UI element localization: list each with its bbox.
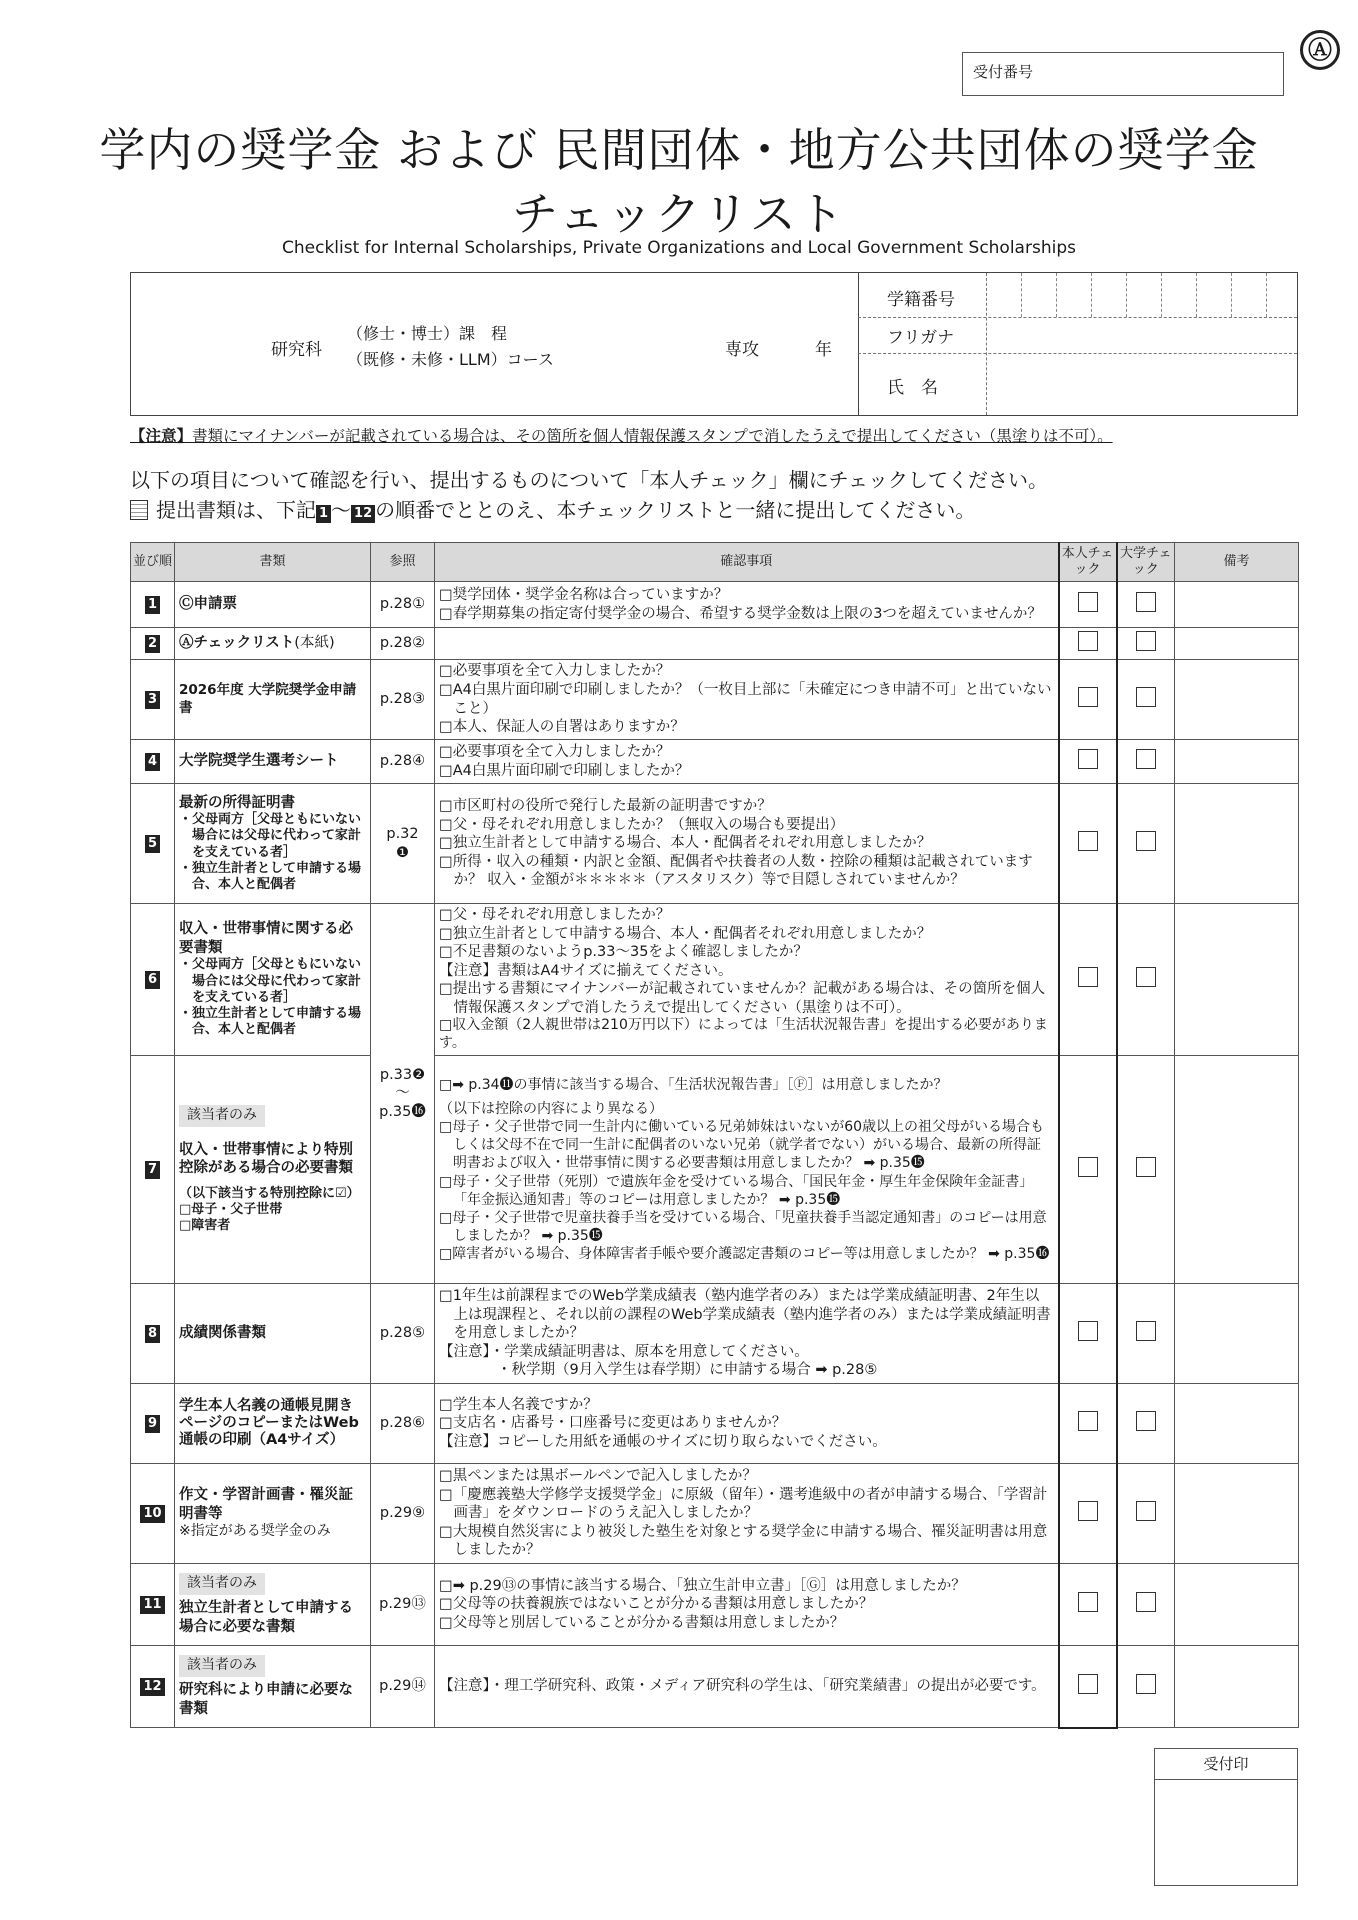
self-check-box[interactable] — [1078, 749, 1098, 769]
header-document: 書類 — [175, 543, 371, 582]
instruction-line2: 提出書類は、下記 1 ～ 12 の順番でととのえ、本チェックリストと一緒に提出してください。 — [130, 494, 975, 523]
year-label: 年 — [815, 340, 832, 360]
self-check-box[interactable] — [1078, 967, 1098, 987]
student-id-label: 学籍番号 — [887, 290, 955, 310]
checklist-table — [130, 542, 1299, 1729]
program-line2: （既修・未修・LLM）コース — [347, 350, 554, 369]
table-row: 5 最新の所得証明書 ・父母両方［父母ともにいない場合には父母に代わって家計を支えている者］ ・独立生計者として申請する場合、本人と配偶者 p.32 ❶ □市区町村の役所で発行した最新の証明書ですか？ □父・母それぞれ用意しましたか？（無収入の場合も要提出） □独立生計者として申請する場合、本人・配偶者それぞれ用意しましたか？ □所得・収入の種類・内訳と金額、配偶者や扶養者の人数・控除の種類は記載されていますか？ 収入・金額が＊＊＊＊＊（アスタリスク）等で目隠しされていませんか？ — [131, 784, 1299, 904]
univ-check-box[interactable] — [1136, 831, 1156, 851]
program-line1: （修士・博士）課 程 — [347, 324, 508, 343]
table-row: 11 該当者のみ 独立生計者として申請する場合に必要な書類 p.29⑬ □➡ p.29⑬の事情に該当する場合、「独立生計申立書」［Ⓖ］は用意しましたか？ □父母等の扶養親族ではないことが分かる書類は用意しましたか？ □父母等と別居していることが分かる書類は用意しましたか？ — [131, 1564, 1299, 1646]
univ-check-box[interactable] — [1136, 967, 1156, 987]
univ-check-box[interactable] — [1136, 1321, 1156, 1341]
self-check-box[interactable] — [1078, 1592, 1098, 1612]
receipt-stamp-label: 受付印 — [1155, 1749, 1297, 1780]
page-title-line2: チェックリスト — [512, 187, 846, 241]
header-order: 並び順 — [131, 543, 175, 582]
univ-check-box[interactable] — [1136, 1157, 1156, 1177]
univ-check-box[interactable] — [1136, 687, 1156, 707]
self-check-box[interactable] — [1078, 1321, 1098, 1341]
table-row: 2 Ⓐチェックリスト(本紙) p.28② — [131, 628, 1299, 660]
table-row: 12 該当者のみ 研究科により申請に必要な書類 p.29⑭ 【注意】・理工学研究科、政策・メディア研究科の学生は、「研究業績書」の提出が必要です。 — [131, 1646, 1299, 1728]
form-mark-a: Ⓐ — [1300, 30, 1340, 70]
receipt-stamp-box — [1154, 1748, 1298, 1886]
table-row: 3 2026年度 大学院奨学金申請書 p.28③ □必要事項を全て入力しましたか？ □A4白黒片面印刷で印刷しましたか？（一枚目上部に「未確定につき申請不可」と出ていないこと） □本人、保証人の自署はありますか？ — [131, 660, 1299, 740]
furigana-label: フリガナ — [887, 328, 955, 348]
univ-check-box[interactable] — [1136, 1674, 1156, 1694]
header-univ-check: 大学チェック — [1117, 543, 1175, 582]
table-row: 4 大学院奨学生選考シート p.28④ □必要事項を全て入力しましたか？ □A4白黒片面印刷で印刷しましたか？ — [131, 740, 1299, 784]
univ-check-box[interactable] — [1136, 1501, 1156, 1521]
self-check-box[interactable] — [1078, 1157, 1098, 1177]
self-check-box[interactable] — [1078, 1501, 1098, 1521]
page-title: 学内の奨学金 および 民間団体・地方公共団体の奨学金 — [99, 123, 1259, 177]
table-row: 9 学生本人名義の通帳見開きページのコピーまたはWeb通帳の印刷（A4サイズ） p.28⑥ □学生本人名義ですか？ □支店名・店番号・口座番号に変更はありませんか？ 【注意】コピーした用紙を通帳のサイズに切り取らないでください。 — [131, 1384, 1299, 1464]
univ-check-box[interactable] — [1136, 592, 1156, 612]
self-check-box[interactable] — [1078, 1674, 1098, 1694]
self-check-box[interactable] — [1078, 631, 1098, 651]
self-check-box[interactable] — [1078, 1411, 1098, 1431]
page-subtitle: Checklist for Internal Scholarships, Private Organizations and Local Government Scholarships — [282, 238, 1076, 258]
header-remarks: 備考 — [1175, 543, 1299, 582]
major-label: 専攻 — [725, 340, 759, 360]
univ-check-box[interactable] — [1136, 1411, 1156, 1431]
self-check-box[interactable] — [1078, 831, 1098, 851]
table-row: 6 収入・世帯事情に関する必要書類 ・父母両方［父母ともにいない場合には父母に代わって家計を支えている者］ ・独立生計者として申請する場合、本人と配偶者 p.33❷ ～ p.35⓰ □父・母それぞれ用意しましたか？ □独立生計者として申請する場合、本人・配偶者それぞれ用意しましたか？ □不足書類のないようp.33～35をよく確認しましたか？ 【注意】書類はA4サイズに揃えてください。 □提出する書類にマイナンバーが記載されていませんか？記載がある場合は、その箇所を個人情報保護スタンプで消したうえで提出してください（黒塗りは不可）。 □収入金額（2人親世帯は210万円以下）によっては「生活状況報告書」を提出する必要があります。 — [131, 904, 1299, 1056]
table-row: 1 Ⓒ申請票 p.28① □奨学団体・奨学金名称は合っていますか？ □春学期募集の指定寄付奨学金の場合、希望する奨学金数は上限の3つを超えていませんか？ — [131, 582, 1299, 628]
header-reference: 参照 — [371, 543, 435, 582]
applicable-only-badge: 該当者のみ — [179, 1105, 265, 1127]
instruction-line1: 以下の項目について確認を行い、提出するものについて「本人チェック」欄にチェックしてください。 — [130, 468, 1048, 492]
student-info-box — [130, 272, 1298, 416]
univ-check-box[interactable] — [1136, 749, 1156, 769]
notice: 【注意】書類にマイナンバーが記載されている場合は、その箇所を個人情報保護スタンプで消したうえで提出してください（黒塗りは不可）。 — [130, 427, 1113, 445]
table-row: 7 該当者のみ 収入・世帯事情により特別控除がある場合の必要書類 （以下該当する特別控除に☑） □母子・父子世帯 □障害者 □➡ p.34⓫の事情に該当する場合、「生活状況報告書」［Ⓕ］は用意しましたか？ （以下は控除の内容により異なる） □母子・父子世帯で同一生計内に働いている兄弟姉妹はいないが60歳以上の祖父母がいる場合もしくは父母不在で同一生計に配偶者のいない兄弟（就学者でない）がいる場合、最新の所得証明書および収入・世帯事情に関する必要書類は用意しましたか？ ➡ p.35⓯ □母子・父子世帯（死別）で遺族年金を受けている場合、「国民年金・厚生年金保険年金証書」「年金振込通知書」等のコピーは用意しましたか？ ➡ p.35⓯ □母子・父子世帯で児童扶養手当を受けている場合、「児童扶養手当認定通知書」のコピーは用意しましたか？ ➡ p.35⓯ □障害者がいる場合、身体障害者手帳や要介護認定書類のコピー等は用意しましたか？ ➡ p.35⓰ — [131, 1056, 1299, 1284]
univ-check-box[interactable] — [1136, 1592, 1156, 1612]
name-label: 氏 名 — [887, 378, 938, 398]
applicable-only-badge: 該当者のみ — [179, 1573, 265, 1595]
header-confirmation: 確認事項 — [435, 543, 1059, 582]
receipt-number-box: 受付番号 — [962, 52, 1284, 96]
document-icon — [130, 500, 148, 520]
table-row: 8 成績関係書類 p.28⑤ □1年生は前課程までのWeb学業成績表（塾内進学者のみ）または学業成績証明書、2年生以上は現課程と、それ以前の課程のWeb学業成績表（塾内進学者のみ）または学業成績証明書を用意しましたか？ 【注意】・学業成績証明書は、原本を用意してください。 ・秋学期（9月入学生は春学期）に申請する場合 ➡ p.28⑤ — [131, 1284, 1299, 1384]
header-self-check: 本人チェック — [1059, 543, 1117, 582]
table-row: 10 作文・学習計画書・罹災証明書等 ※指定がある奨学金のみ p.29⑨ □黒ペンまたは黒ボールペンで記入しましたか？ □「慶應義塾大学修学支援奨学金」に原級（留年）・選考進級中の者が申請する場合、「学習計画書」をダウンロードのうえ記入しましたか？ □大規模自然災害により被災した塾生を対象とする奨学金に申請する場合、罹災証明書は用意しましたか？ — [131, 1464, 1299, 1564]
graduate-school-label: 研究科 — [271, 340, 322, 360]
self-check-box[interactable] — [1078, 592, 1098, 612]
univ-check-box[interactable] — [1136, 631, 1156, 651]
applicable-only-badge: 該当者のみ — [179, 1655, 265, 1677]
self-check-box[interactable] — [1078, 687, 1098, 707]
